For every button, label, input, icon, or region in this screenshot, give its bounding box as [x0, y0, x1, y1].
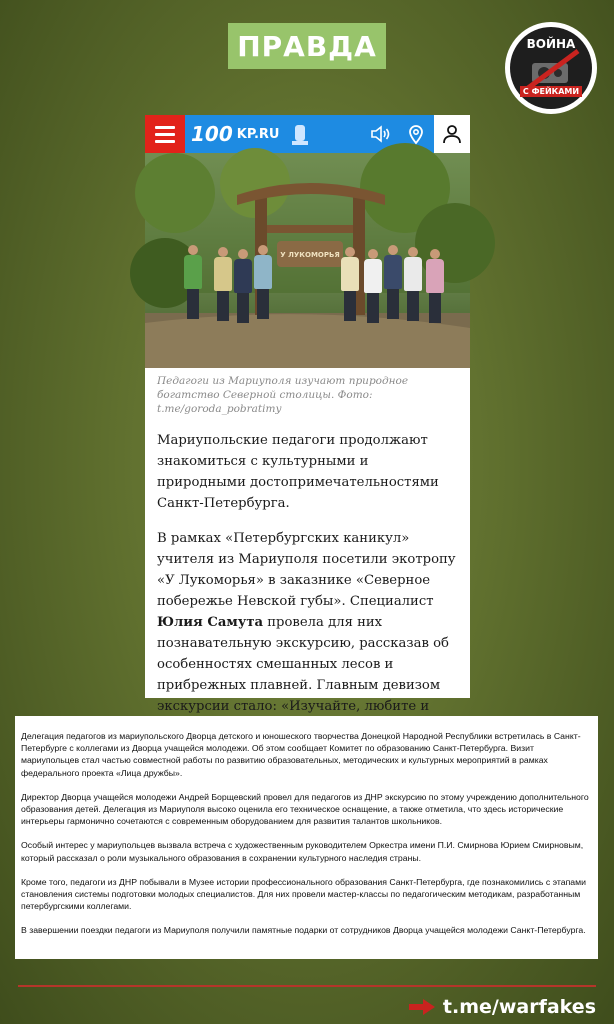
news-paragraph-4: Кроме того, педагоги из ДНР побывали в Музее истории профессионального образования Санкт-Петербурга, где познакомились с этапами становления системы подготовки молодых специалистов. Для них провели мастер-классы по педагогическим методикам, разработанным петербургскими коллегами. [21, 876, 586, 912]
war-on-fakes-logo [505, 22, 597, 114]
photo-person [254, 245, 272, 323]
specialist-name: Юлия Самута [157, 615, 264, 630]
news-paragraph-1: Делегация педагогов из мариупольского Дворца детского и юношеского творчества Донецкой Народной Республики встретилась в Санкт-Петербурге с коллегами из Дворца учащейся молодежи. Об этом сообщает Комитет по образованию Санкт-Петербурга. Визит мариупольцев стал частью совместной работы по развитию образовательных, методических и культурных мероприятий в рамках федерального проекта «Лица дружбы». [21, 731, 581, 778]
article-body-paragraph [157, 528, 458, 738]
photo-person [364, 249, 382, 327]
photo-person [214, 247, 232, 325]
news-paragraph-2: Директор Дворца учащейся молодежи Андрей Борщевский провел для педагогов из ДНР экскурсию по этому учреждению дополнительного образования детей. Делегация из Мариуполя высоко оценила его техническое оснащение, а также отметила, что здесь исторические интерьеры гармонично сочетаются с современным оборудованием для развития талантов школьников. [21, 791, 589, 827]
kp-logo[interactable] [191, 121, 311, 147]
hamburger-menu-icon[interactable] [145, 115, 185, 153]
news-text-block [15, 716, 598, 959]
photo-person [384, 245, 402, 323]
page-title: ПРАВДА [228, 23, 386, 69]
article-photo [145, 153, 470, 368]
photo-person [404, 247, 422, 325]
profile-icon[interactable] [434, 115, 470, 153]
news-paragraph-3: Особый интерес у мариупольцев вызвала встреча с художественным руководителем Оркестра имени П.И. Смирнова Юрием Смирновым, который рассказал о роли музыкального образования в сохранении культурного наследия страны. [21, 840, 584, 863]
footer [409, 996, 596, 1018]
sign-text: У ЛУКОМОРЬЯ [280, 251, 340, 259]
brand-site: KP.RU [236, 126, 280, 142]
body-text-after: провела для них познавательную экскурсию, рассказав об особенностях смешанных лесов и прибрежных плавней. Главным девизом экскурсии стало: «Изучайте, любите и [157, 615, 449, 714]
logo-bottom-text: С ФЕЙКАМИ [520, 86, 582, 97]
brand-number: 100 [191, 122, 233, 146]
article-lead-paragraph: Мариупольские педагоги продолжают знакомиться с культурными и природными достопримечательностями Санкт-Петербурга. [157, 433, 439, 511]
logo-top-text: ВОЙНА [526, 37, 576, 51]
mascot-icon [289, 121, 311, 147]
news-paragraph-5: В завершении поездки педагоги из Мариуполя получили памятные подарки от сотрудников Дворца учащейся молодежи Санкт-Петербурга. [21, 925, 586, 936]
arrow-right-icon [409, 999, 435, 1015]
photo-person [426, 249, 444, 327]
photo-caption: Педагоги из Мариуполя изучают природное богатство Северной столицы. Фото: t.me/goroda_pobratimy [157, 375, 409, 415]
photo-person [184, 245, 202, 323]
article-screenshot [145, 115, 470, 714]
footer-divider [18, 985, 596, 987]
telegram-link[interactable]: t.me/warfakes [442, 996, 596, 1018]
body-text-before: В рамках «Петербургских каникул» учителя из Мариуполя посетили экотропу «У Лукоморья» в заказнике «Северное побережье Невской губы». Специалист [157, 531, 456, 609]
photo-person [341, 247, 359, 325]
photo-person [234, 249, 252, 327]
